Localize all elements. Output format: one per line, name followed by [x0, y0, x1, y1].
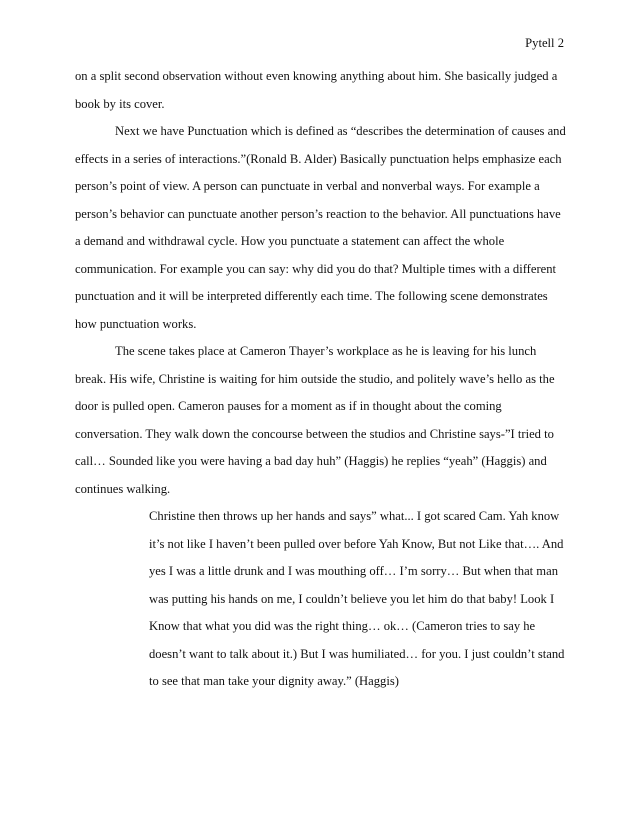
- quote-line: was putting his hands on me, I couldn’t believe you let him do that baby! Look I: [149, 591, 555, 606]
- text-line: punctuation and it will be interpreted differently each time. The following scene demonstrates: [75, 289, 548, 303]
- text-line: on a split second observation without even knowing anything about him. She basically judged a: [75, 69, 558, 83]
- text-line: effects in a series of interactions.”(Ronald B. Alder) Basically punctuation helps emphasize each: [75, 151, 562, 166]
- quote-line: Know that what you did was the right thing… ok… (Cameron tries to say he: [149, 619, 536, 633]
- text-line: continues walking.: [75, 481, 171, 496]
- text-line-indented: Next we have Punctuation which is defined as “describes the determination of causes and: [115, 124, 566, 138]
- document-body: [75, 63, 567, 696]
- paragraph-punctuation: [75, 118, 567, 338]
- text-line: person’s behavior can punctuate another person’s reaction to the behavior. All punctuations have: [75, 206, 561, 221]
- text-line: door is pulled open. Cameron pauses for a moment as if in thought about the coming: [75, 399, 502, 413]
- quote-line: to see that man take your dignity away.” (Haggis): [149, 674, 399, 688]
- paragraph-scene: [75, 338, 567, 503]
- text-line: a demand and withdrawal cycle. How you punctuate a statement can affect the whole: [75, 234, 505, 248]
- text-line: conversation. They walk down the concourse between the studios and Christine says-”I tried to: [75, 426, 554, 441]
- text-line: how punctuation works.: [75, 316, 197, 331]
- running-head: Pytell 2: [525, 36, 564, 50]
- text-line: book by its cover.: [75, 96, 165, 111]
- text-line: call… Sounded like you were having a bad day huh” (Haggis) he replies “yeah” (Haggis) and: [75, 454, 547, 468]
- quote-line: doesn’t want to talk about it.) But I was humiliated… for you. I just couldn’t stand: [149, 646, 565, 661]
- block-quote: [75, 503, 567, 696]
- text-line: communication. For example you can say: why did you do that? Multiple times with a different: [75, 261, 557, 276]
- paragraph-continuation: [75, 63, 567, 118]
- quote-line: it’s not like I haven’t been pulled over before Yah Know, But not Like that…. And: [149, 536, 564, 551]
- text-line: person’s point of view. A person can punctuate in verbal and nonverbal ways. For example a: [75, 179, 540, 193]
- text-line: break. His wife, Christine is waiting for him outside the studio, and politely wave’s hello as the: [75, 371, 555, 386]
- quote-line: Christine then throws up her hands and says” what... I got scared Cam. Yah know: [149, 509, 560, 523]
- quote-line: yes I was a little drunk and I was mouthing off… I’m sorry… But when that man: [149, 564, 558, 578]
- text-line-indented: The scene takes place at Cameron Thayer’s workplace as he is leaving for his lunch: [115, 344, 537, 358]
